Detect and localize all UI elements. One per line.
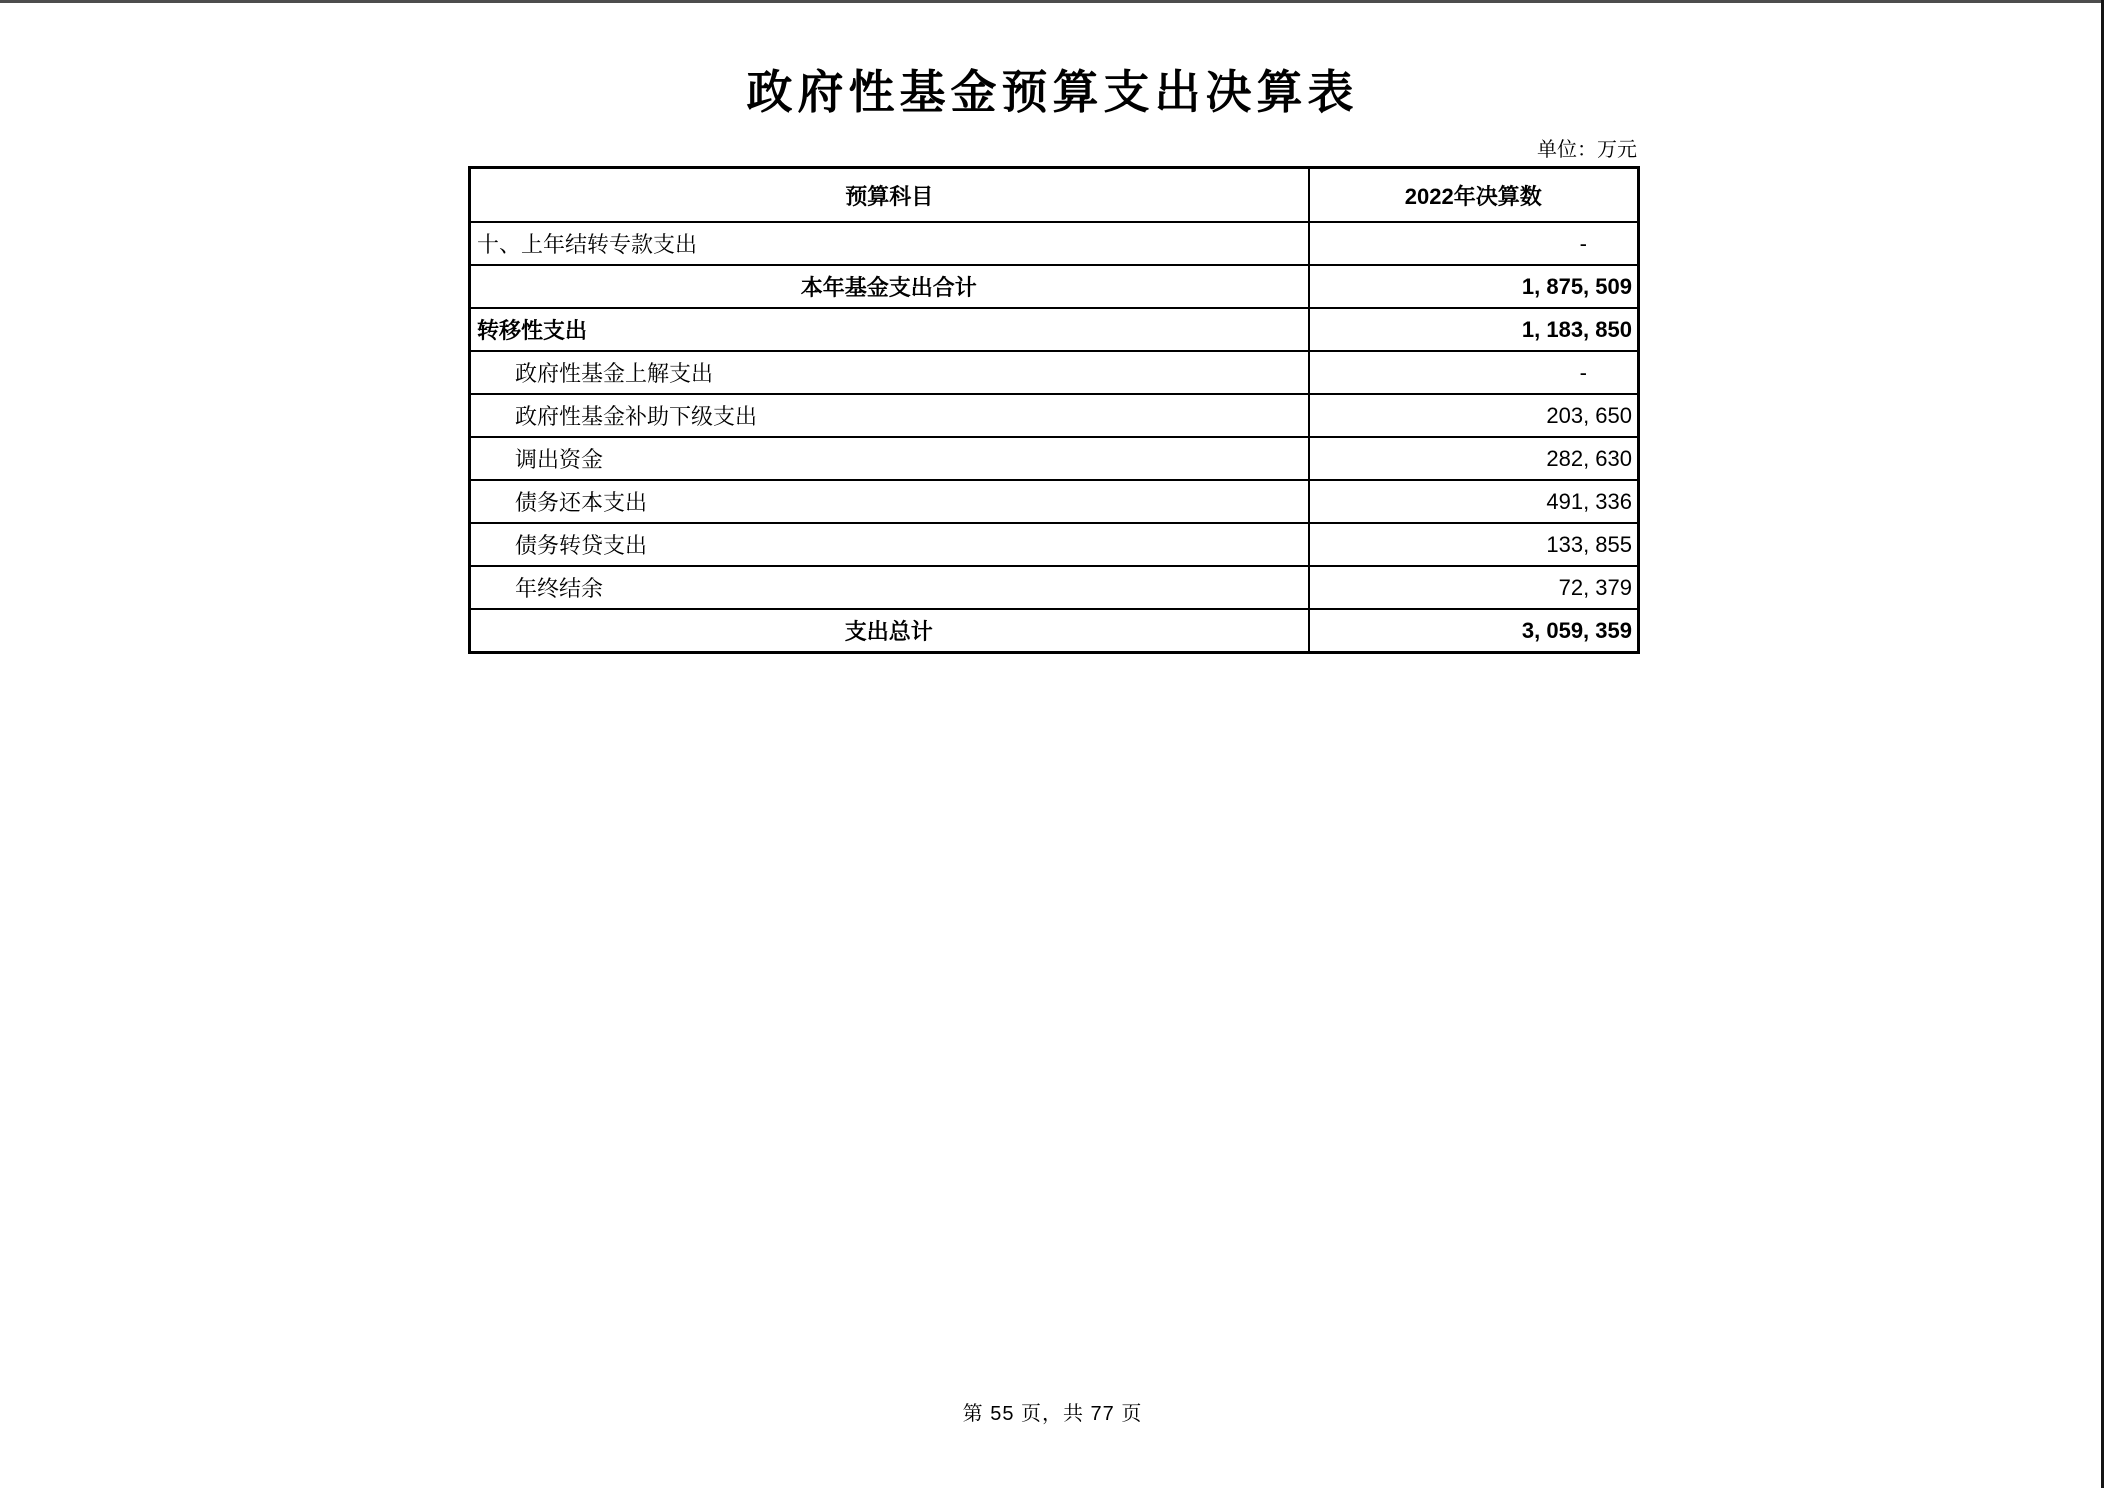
row-value: - [1309,351,1639,394]
row-value: 1, 875, 509 [1309,265,1639,308]
row-label: 政府性基金补助下级支出 [470,394,1309,437]
column-header-subject: 预算科目 [470,168,1309,223]
table-row [470,523,1639,566]
row-value: 282, 630 [1309,437,1639,480]
table-body [470,222,1639,653]
table-row [470,308,1639,351]
table-row [470,609,1639,653]
page-top-edge-line [0,0,2104,3]
table-row [470,265,1639,308]
row-value: 1, 183, 850 [1309,308,1639,351]
row-label: 政府性基金上解支出 [470,351,1309,394]
table-row [470,394,1639,437]
row-label: 支出总计 [470,609,1309,653]
budget-table [468,166,1640,654]
row-value: 491, 336 [1309,480,1639,523]
unit-label: 单位：万元 [1537,139,1637,161]
page-title: 政府性基金预算支出决算表 [746,66,1359,118]
row-value: 203, 650 [1309,394,1639,437]
row-label: 年终结余 [470,566,1309,609]
table-header-row [470,168,1639,223]
row-label: 调出资金 [470,437,1309,480]
table-row [470,351,1639,394]
table-row [470,222,1639,265]
row-value: 72, 379 [1309,566,1639,609]
row-label: 转移性支出 [470,308,1309,351]
table-row [470,480,1639,523]
row-label: 本年基金支出合计 [470,265,1309,308]
page-number: 第 55 页，共 77 页 [962,1403,1143,1425]
row-value: 133, 855 [1309,523,1639,566]
table-row [470,566,1639,609]
row-value: 3, 059, 359 [1309,609,1639,653]
row-label: 债务还本支出 [470,480,1309,523]
table-row [470,437,1639,480]
column-header-amount: 2022年决算数 [1309,168,1639,223]
row-label: 债务转贷支出 [470,523,1309,566]
row-label: 十、上年结转专款支出 [470,222,1309,265]
row-value: - [1309,222,1639,265]
